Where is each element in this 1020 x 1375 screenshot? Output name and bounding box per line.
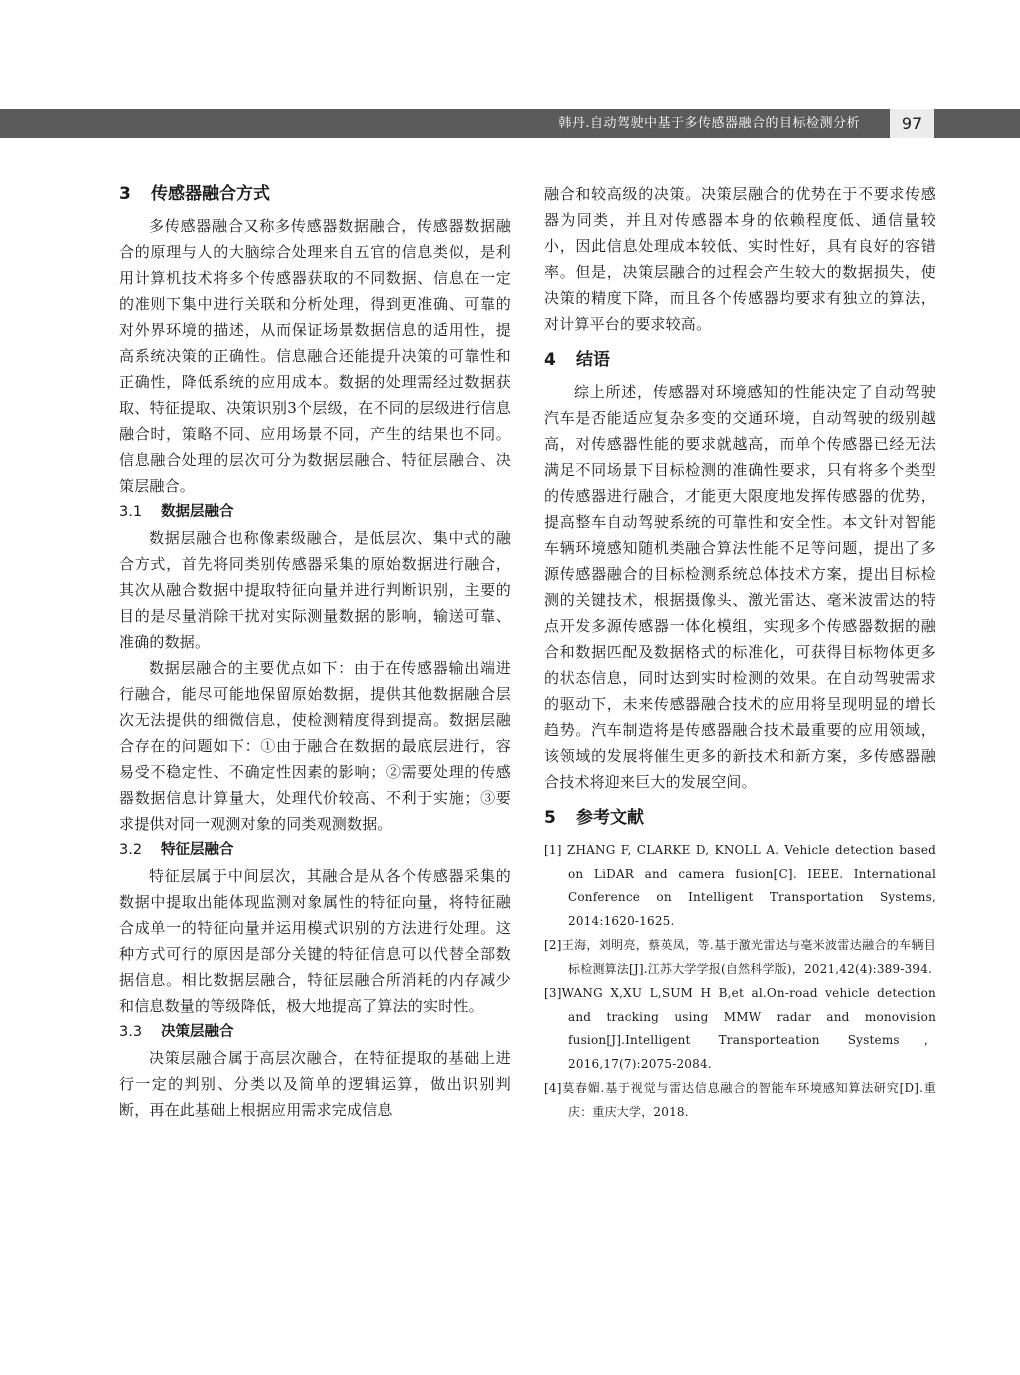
section-number: 5 — [544, 808, 556, 828]
subsection-number: 3.3 — [119, 1024, 143, 1040]
reference-item: [2]王海，刘明亮，蔡英凤，等.基于激光雷达与毫米波雷达融合的车辆目标检测算法[J].江苏大学学报(自然科学版)，2021,42(4):389-394. — [544, 938, 936, 976]
subsection-title: 特征层融合 — [161, 842, 234, 858]
page-number: 97 — [890, 109, 934, 138]
reference-list — [544, 839, 936, 1124]
running-header-title: 韩丹.自动驾驶中基于多传感器融合的目标检测分析 — [558, 116, 860, 131]
subsection-number: 3.2 — [119, 842, 143, 858]
section-number: 4 — [544, 350, 556, 370]
subsection-number: 3.1 — [119, 504, 143, 520]
reference-item: [4]莫春媚.基于视觉与雷达信息融合的智能车环境感知算法研究[D].重庆：重庆大学，2018. — [544, 1081, 936, 1119]
reference-item: [3]WANG X,XU L,SUM H B,et al.On-road vehicle detection and tracking using MMW radar and monovision fusion[J].Intelligent Transporteation Systems，2016,17(7):2075-2084. — [544, 986, 936, 1071]
paragraph: 决策层融合属于高层次融合，在特征提取的基础上进行一定的判别、分类以及简单的逻辑运算，做出识别判断，再在此基础上根据应用需求完成信息 — [119, 1049, 511, 1119]
subsection-title: 数据层融合 — [161, 504, 234, 520]
subsection-heading-3-1 — [119, 499, 511, 525]
paragraph: 综上所述，传感器对环境感知的性能决定了自动驾驶汽车是否能适应复杂多变的交通环境，自动驾驶的级别越高，对传感器性能的要求就越高，而单个传感器已经无法满足不同场景下目标检测的准确性要求，只有将多个类型的传感器进行融合，才能更大限度地发挥传感器的优势，提高整车自动驾驶系统的可靠性和安全性。本文针对智能车辆环境感知随机类融合算法性能不足等问题，提出了多源传感器融合的目标检测系统总体技术方案，提出目标检测的关键技术，根据摄像头、激光雷达、毫米波雷达的特点开发多源传感器一体化模组，实现多个传感器数据的融合和数据匹配及数据格式的标准化，可获得目标物体更多的状态信息，同时达到实时检测的效果。在自动驾驶需求的驱动下，未来传感器融合技术的应用将呈现明显的增长趋势。汽车制造将是传感器融合技术最重要的应用领域，该领域的发展将催生更多的新技术和新方案，多传感器融合技术将迎来巨大的发展空间。 — [544, 383, 936, 791]
section-title: 传感器融合方式 — [151, 184, 270, 204]
right-column — [544, 181, 936, 1125]
section-heading-3 — [119, 181, 511, 207]
paragraph: 多传感器融合又称多传感器数据融合，传感器数据融合的原理与人的大脑综合处理来自五官的信息类似，是利用计算机技术将多个传感器获取的不同数据、信息在一定的准则下集中进行关联和分析处理，得到更准确、可靠的对外界环境的描述，从而保证场景数据信息的适用性，提高系统决策的正确性。信息融合还能提升决策的可靠性和正确性，降低系统的应用成本。数据的处理需经过数据获取、特征提取、决策识别3个层级，在不同的层级进行信息融合时，策略不同、应用场景不同，产生的结果也不同。信息融合处理的层次可分为数据层融合、特征层融合、决策层融合。 — [119, 217, 511, 495]
section-title: 参考文献 — [576, 808, 644, 828]
section-title: 结语 — [576, 350, 610, 370]
section-number: 3 — [119, 184, 131, 204]
subsection-heading-3-2 — [119, 837, 511, 863]
paragraph-continued: 融合和较高级的决策。决策层融合的优势在于不要求传感器为同类，并且对传感器本身的依赖程度低、通信量较小，因此信息处理成本较低、实时性好，具有良好的容错率。但是，决策层融合的过程会产生较大的数据损失，使决策的精度下降，而且各个传感器均要求有独立的算法，对计算平台的要求较高。 — [544, 185, 936, 333]
paragraph: 数据层融合的主要优点如下：由于在传感器输出端进行融合，能尽可能地保留原始数据，提供其他数据融合层次无法提供的细微信息，使检测精度得到提高。数据层融合存在的问题如下：①由于融合在数据的最底层进行，容易受不稳定性、不确定性因素的影响；②需要处理的传感器数据信息计算量大，处理代价较高、不利于实施；③要求提供对同一观测对象的同类观测数据。 — [119, 659, 511, 833]
reference-item: [1] ZHANG F, CLARKE D, KNOLL A. Vehicle detection based on LiDAR and camera fusion[C]. IEEE. International Conference on Intelligent Transportation Systems, 2014:1620-1625. — [544, 843, 936, 928]
running-header — [0, 109, 1020, 138]
section-heading-5 — [544, 805, 936, 831]
section-heading-4 — [544, 347, 936, 373]
paragraph: 特征层属于中间层次，其融合是从各个传感器采集的数据中提取出能体现监测对象属性的特征向量，将特征融合成单一的特征向量并运用模式识别的方法进行处理。这种方式可行的原因是部分关键的特征信息可以代替全部数据信息。相比数据层融合，特征层融合所消耗的内存减少和信息数量的等级降低，极大地提高了算法的实时性。 — [119, 867, 511, 1015]
subsection-title: 决策层融合 — [161, 1024, 234, 1040]
left-column — [119, 181, 511, 1123]
paragraph: 数据层融合也称像素级融合，是低层次、集中式的融合方式，首先将同类别传感器采集的原始数据进行融合，其次从融合数据中提取特征向量并进行判断识别，主要的目的是尽量消除干扰对实际测量数据的影响，输送可靠、准确的数据。 — [119, 529, 511, 651]
subsection-heading-3-3 — [119, 1019, 511, 1045]
